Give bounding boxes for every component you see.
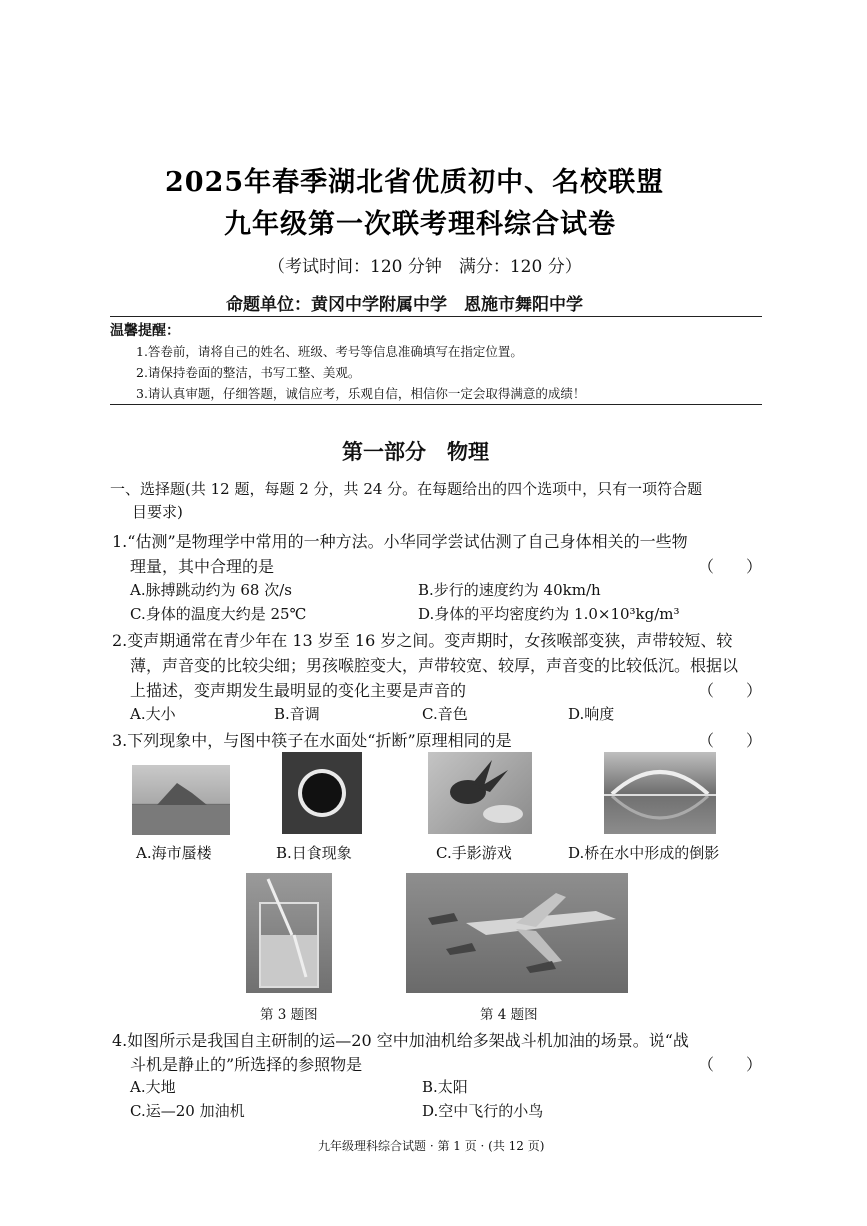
q2-answer-paren[interactable]: （ ） <box>698 681 763 700</box>
q1-option-c: C.身体的温度大约是 25℃ <box>130 605 307 623</box>
q1-line2: 理量，其中合理的是 <box>130 557 275 576</box>
q2-line1: 2.变声期通常在青少年在 13 岁至 16 岁之间。变声期时，女孩喉部变狭，声带较短、较 <box>112 631 733 650</box>
airplane-icon <box>406 873 628 993</box>
q3-answer-paren[interactable]: （ ） <box>698 731 763 750</box>
chopsticks-in-water-image <box>246 873 332 993</box>
q1-line1: 1.“估测”是物理学中常用的一种方法。小华同学尝试估测了自己身体相关的一些物 <box>112 532 688 551</box>
mirage-icon <box>132 765 230 835</box>
q3-option-b: B.日食现象 <box>276 844 352 862</box>
bridge-icon <box>604 752 716 834</box>
q4-option-d: D.空中飞行的小鸟 <box>422 1102 544 1120</box>
q2-option-d: D.响度 <box>568 705 615 723</box>
mirage-image <box>132 765 230 835</box>
q2-option-c: C.音色 <box>422 705 468 723</box>
q1-option-a: A.脉搏跳动约为 68 次/s <box>130 581 292 599</box>
q4-option-b: B.太阳 <box>422 1078 468 1096</box>
hand-shadow-image <box>428 752 532 834</box>
title-line2: 九年级第一次联考理科综合试卷 <box>224 209 616 240</box>
figure-4-caption: 第 4 题图 <box>480 1007 538 1023</box>
tip-item-1: 1.答卷前，请将自己的姓名、班级、考号等信息准确填写在指定位置。 <box>136 344 523 359</box>
tips-heading: 温馨提醒： <box>110 323 180 339</box>
q1-option-b: B.步行的速度约为 40km/h <box>418 581 601 599</box>
refueling-aircraft-image <box>406 873 628 993</box>
q2-option-b: B.音调 <box>274 705 320 723</box>
exam-info: （考试时间：120 分钟 满分：120 分） <box>268 257 582 277</box>
header-divider <box>110 316 762 317</box>
bridge-reflection-image <box>604 752 716 834</box>
figure-3-caption: 第 3 题图 <box>260 1007 318 1023</box>
tips-divider <box>110 404 762 405</box>
rabbit-shadow-icon <box>428 752 532 834</box>
q4-line2: 斗机是静止的”所选择的参照物是 <box>130 1055 363 1074</box>
section-line2: 目要求) <box>132 503 183 521</box>
q2-line3: 上描述，变声期发生最明显的变化主要是声音的 <box>130 681 467 700</box>
eclipse-image <box>282 752 362 834</box>
authors: 命题单位：黄冈中学附属中学 恩施市舞阳中学 <box>226 295 583 315</box>
part-title: 第一部分 物理 <box>342 440 489 464</box>
q2-option-a: A.大小 <box>130 705 176 723</box>
q4-option-c: C.运—20 加油机 <box>130 1102 245 1120</box>
q4-option-a: A.大地 <box>130 1078 176 1096</box>
q3-option-a: A.海市蜃楼 <box>136 844 212 862</box>
tip-item-2: 2.请保持卷面的整洁，书写工整、美观。 <box>136 365 361 380</box>
q3-line1: 3.下列现象中，与图中筷子在水面处“折断”原理相同的是 <box>112 731 512 750</box>
q4-line1: 4.如图所示是我国自主研制的运—20 空中加油机给多架战斗机加油的场景。说“战 <box>112 1031 689 1050</box>
section-line1: 一、选择题(共 12 题，每题 2 分，共 24 分。在每题给出的四个选项中，只有一项符合题 <box>110 480 703 498</box>
q4-answer-paren[interactable]: （ ） <box>698 1055 763 1074</box>
q2-line2: 薄，声音变的比较尖细；男孩喉腔变大，声带较宽、较厚，声音变的比较低沉。根据以 <box>130 656 739 675</box>
q3-option-d: D.桥在水中形成的倒影 <box>568 844 720 862</box>
glass-chopstick-icon <box>246 873 332 993</box>
q1-option-d: D.身体的平均密度约为 1.0×10³kg/m³ <box>418 605 680 623</box>
title-line1: 2025年春季湖北省优质初中、名校联盟 <box>165 167 665 198</box>
eclipse-icon <box>282 752 362 834</box>
tip-item-3: 3.请认真审题，仔细答题，诚信应考，乐观自信，相信你一定会取得满意的成绩！ <box>136 386 586 401</box>
page-footer: 九年级理科综合试题 · 第 1 页 · (共 12 页) <box>318 1139 545 1153</box>
q1-answer-paren[interactable]: （ ） <box>698 557 763 576</box>
q3-option-c: C.手影游戏 <box>436 844 512 862</box>
